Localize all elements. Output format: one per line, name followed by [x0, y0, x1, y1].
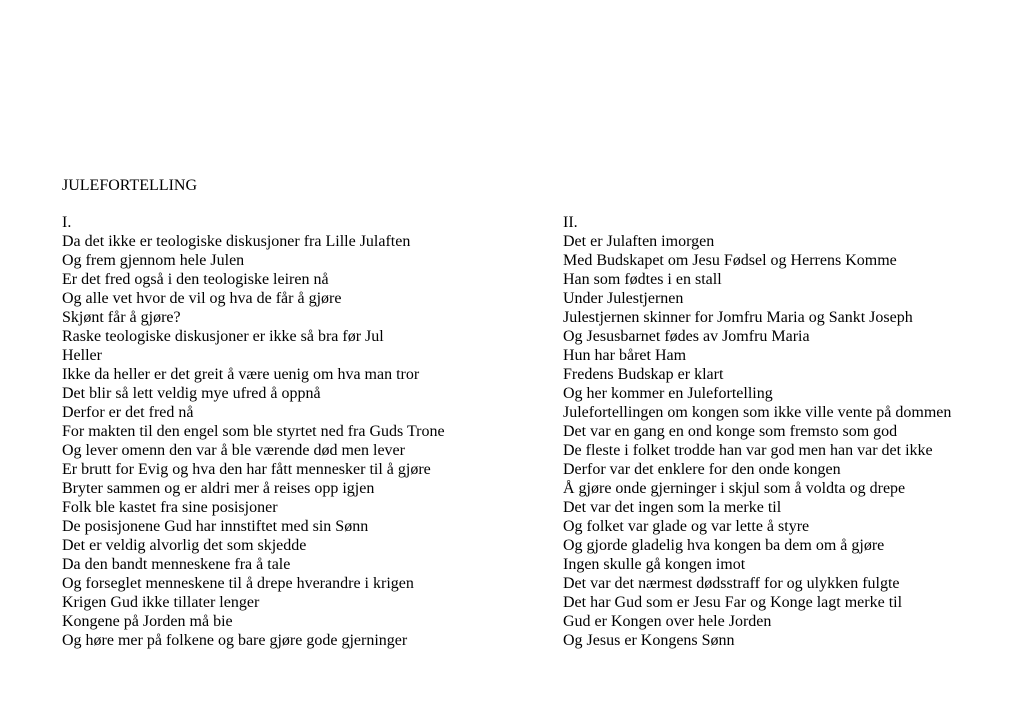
poem-line: Da det ikke er teologiske diskusjoner fra Lille Julaften: [62, 233, 411, 250]
stanza-numeral: I.: [62, 214, 72, 231]
poem-line: De posisjonene Gud har innstiftet med sin Sønn: [62, 518, 369, 535]
poem-line: Raske teologiske diskusjoner er ikke så bra før Jul: [62, 328, 384, 345]
poem-line: Det har Gud som er Jesu Far og Konge lagt merke til: [563, 594, 903, 611]
stanza-column-1: [62, 213, 532, 650]
poem-line: Ikke da heller er det greit å være uenig om hva man tror: [62, 366, 420, 383]
poem-line: Da den bandt menneskene fra å tale: [62, 556, 291, 573]
poem-line: Heller: [62, 347, 102, 364]
poem-line: Folk ble kastet fra sine posisjoner: [62, 499, 278, 516]
poem-line: Og høre mer på folkene og bare gjøre gode gjerninger: [62, 632, 408, 649]
poem-line: Det var det nærmest dødsstraff for og ulykken fulgte: [563, 575, 900, 592]
poem-line: Det er Julaften imorgen: [563, 233, 715, 250]
poem-line: Det er veldig alvorlig det som skjedde: [62, 537, 307, 554]
poem-line: Derfor var det enklere for den onde kongen: [563, 461, 841, 478]
poem-line: Og frem gjennom hele Julen: [62, 252, 245, 269]
poem-line: Og her kommer en Julefortelling: [563, 385, 773, 402]
poem-line: Med Budskapet om Jesu Fødsel og Herrens Komme: [563, 252, 897, 269]
poem-line: Og gjorde gladelig hva kongen ba dem om å gjøre: [563, 537, 885, 554]
poem-line: Det var det ingen som la merke til: [563, 499, 782, 516]
poem-line: Er det fred også i den teologiske leiren nå: [62, 271, 329, 288]
stanza-lines: [563, 232, 1003, 650]
document-title: JULEFORTELLING: [62, 177, 198, 194]
poem-line: Og forseglet menneskene til å drepe hverandre i krigen: [62, 575, 414, 592]
poem-line: For makten til den engel som ble styrtet ned fra Guds Trone: [62, 423, 445, 440]
poem-line: Kongene på Jorden må bie: [62, 613, 233, 630]
poem-line: Krigen Gud ikke tillater lenger: [62, 594, 260, 611]
poem-line: Julestjernen skinner for Jomfru Maria og Sankt Joseph: [563, 309, 913, 326]
poem-line: Og lever omenn den var å ble værende død men lever: [62, 442, 405, 459]
poem-line: Under Julestjernen: [563, 290, 684, 307]
poem-line: Og alle vet hvor de vil og hva de får å gjøre: [62, 290, 342, 307]
poem-line: Derfor er det fred nå: [62, 404, 194, 421]
stanza-lines: [62, 232, 532, 650]
poem-line: De fleste i folket trodde han var god men han var det ikke: [563, 442, 933, 459]
poem-line: Det var en gang en ond konge som fremsto som god: [563, 423, 898, 440]
poem-line: Og Jesus er Kongens Sønn: [563, 632, 735, 649]
poem-line: Ingen skulle gå kongen imot: [563, 556, 746, 573]
poem-line: Skjønt får å gjøre?: [62, 309, 181, 326]
poem-line: Fredens Budskap er klart: [563, 366, 724, 383]
stanza-column-2: [563, 213, 1003, 650]
poem-line: Julefortellingen om kongen som ikke ville vente på dommen: [563, 404, 952, 421]
poem-line: Gud er Kongen over hele Jorden: [563, 613, 772, 630]
stanza-numeral: II.: [563, 214, 578, 231]
poem-line: Bryter sammen og er aldri mer å reises opp igjen: [62, 480, 375, 497]
poem-line: Er brutt for Evig og hva den har fått mennesker til å gjøre: [62, 461, 431, 478]
poem-line: Å gjøre onde gjerninger i skjul som å voldta og drepe: [563, 480, 906, 497]
poem-line: Og Jesusbarnet fødes av Jomfru Maria: [563, 328, 810, 345]
poem-line: Det blir så lett veldig mye ufred å oppnå: [62, 385, 321, 402]
poem-line: Han som fødtes i en stall: [563, 271, 722, 288]
poem-line: Hun har båret Ham: [563, 347, 687, 364]
poem-line: Og folket var glade og var lette å styre: [563, 518, 810, 535]
